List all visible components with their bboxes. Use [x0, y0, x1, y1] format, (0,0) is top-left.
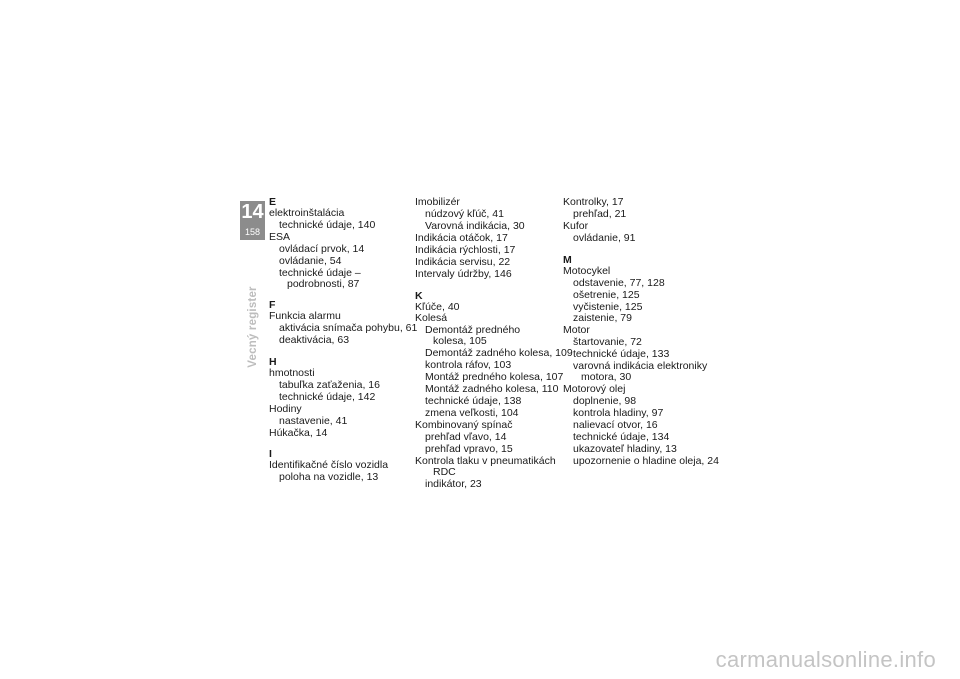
index-subentry: technické údaje, 134 — [573, 431, 670, 444]
index-subentry-continuation: motora, 30 — [581, 371, 632, 384]
index-subentry: upozornenie o hladine oleja, 24 — [573, 455, 719, 468]
index-entry: Kontrola tlaku v pneumatikách — [415, 455, 556, 468]
index-entry: Indikácia otáčok, 17 — [415, 231, 508, 244]
index-entry: ESA — [269, 230, 291, 243]
index-entry: Intervaly údržby, 146 — [415, 267, 512, 280]
index-letter-heading: E — [269, 196, 277, 208]
index-letter-heading: I — [269, 448, 272, 461]
index-entry: Motor — [563, 324, 590, 337]
index-entry: Kombinovaný spínač — [415, 419, 513, 432]
index-subentry: poloha na vozidle, 13 — [279, 471, 379, 484]
index-subentry: prehľad, 21 — [573, 207, 627, 220]
page-number: 158 — [244, 227, 261, 237]
index-subentry: prehľad vpravo, 15 — [425, 443, 513, 456]
index-subentry: indikátor, 23 — [425, 477, 482, 490]
index-subentry: technické údaje, 138 — [425, 395, 522, 408]
chapter-tab — [240, 201, 265, 240]
index-entry: Kontrolky, 17 — [563, 196, 624, 208]
index-entry: Húkačka, 14 — [269, 426, 328, 439]
index-subentry: Demontáž zadného kolesa, 109 — [425, 347, 573, 360]
index-subentry-continuation: podrobnosti, 87 — [287, 277, 360, 290]
index-subentry: technické údaje, 140 — [279, 218, 376, 231]
index-subentry: technické údaje, 142 — [279, 390, 376, 403]
index-entry: Indikácia rýchlosti, 17 — [415, 243, 516, 256]
watermark-text: carmanualsonline.info — [715, 647, 936, 672]
index-subentry: zaistenie, 79 — [573, 312, 632, 325]
section-side-label: Vecný register — [247, 286, 259, 368]
index-entry: hmotnosti — [269, 366, 315, 379]
index-subentry: Montáž zadného kolesa, 110 — [425, 383, 559, 396]
index-letter-heading: F — [269, 299, 276, 312]
index-subentry: Montáž predného kolesa, 107 — [425, 371, 564, 384]
index-subentry: kontrola hladiny, 97 — [573, 407, 664, 420]
index-subentry: tabuľka zaťaženia, 16 — [279, 378, 380, 391]
index-entry: Kľúče, 40 — [415, 300, 460, 313]
index-subentry: ukazovateľ hladiny, 13 — [573, 443, 677, 456]
index-column-3 — [563, 196, 719, 468]
index-subentry: aktivácia snímača pohybu, 61 — [279, 322, 418, 335]
index-entry: Imobilizér — [415, 196, 460, 208]
index-subentry: ošetrenie, 125 — [573, 288, 640, 301]
index-subentry: doplnenie, 98 — [573, 395, 637, 408]
index-entry: Motocykel — [563, 264, 611, 277]
index-subentry: ovládací prvok, 14 — [279, 242, 365, 255]
index-subentry: vyčistenie, 125 — [573, 300, 643, 313]
index-subentry: Demontáž predného — [425, 324, 521, 337]
index-subentry: zmena veľkosti, 104 — [425, 407, 519, 420]
index-subentry: odstavenie, 77, 128 — [573, 276, 665, 289]
index-entry: Kolesá — [415, 312, 448, 325]
index-subentry: deaktivácia, 63 — [279, 334, 350, 347]
index-letter-heading: K — [415, 289, 423, 302]
index-entry: elektroinštalácia — [269, 206, 345, 219]
index-entry: Kufor — [563, 219, 589, 232]
index-subentry: nastavenie, 41 — [279, 414, 348, 427]
index-subentry: ovládanie, 91 — [573, 231, 636, 244]
index-subentry: kontrola ráfov, 103 — [425, 359, 512, 372]
index-column-1 — [269, 197, 419, 483]
index-subentry-continuation: kolesa, 105 — [433, 335, 487, 348]
index-subentry: štartovanie, 72 — [573, 336, 642, 349]
index-subentry: nalievací otvor, 16 — [573, 419, 658, 432]
index-entry: Motorový olej — [563, 383, 626, 396]
index-entry: Identifikačné číslo vozidla — [269, 459, 389, 472]
index-subentry-continuation: RDC — [433, 465, 456, 478]
index-letter-heading: H — [269, 355, 277, 368]
index-subentry: varovná indikácia elektroniky — [573, 360, 708, 373]
index-subentry: núdzový kľúč, 41 — [425, 207, 504, 220]
chapter-number: 14 — [241, 201, 264, 223]
index-subentry: Varovná indikácia, 30 — [425, 219, 525, 232]
index-subentry: technické údaje, 133 — [573, 348, 670, 361]
index-subentry: technické údaje – — [279, 266, 361, 279]
index-entry: Funkcia alarmu — [269, 310, 341, 323]
index-subentry: prehľad vľavo, 14 — [425, 431, 507, 444]
index-entry: Hodiny — [269, 402, 302, 415]
index-subentry: ovládanie, 54 — [279, 254, 342, 267]
index-entry: Indikácia servisu, 22 — [415, 255, 511, 268]
index-letter-heading: M — [563, 253, 572, 266]
index-column-2 — [415, 196, 573, 490]
